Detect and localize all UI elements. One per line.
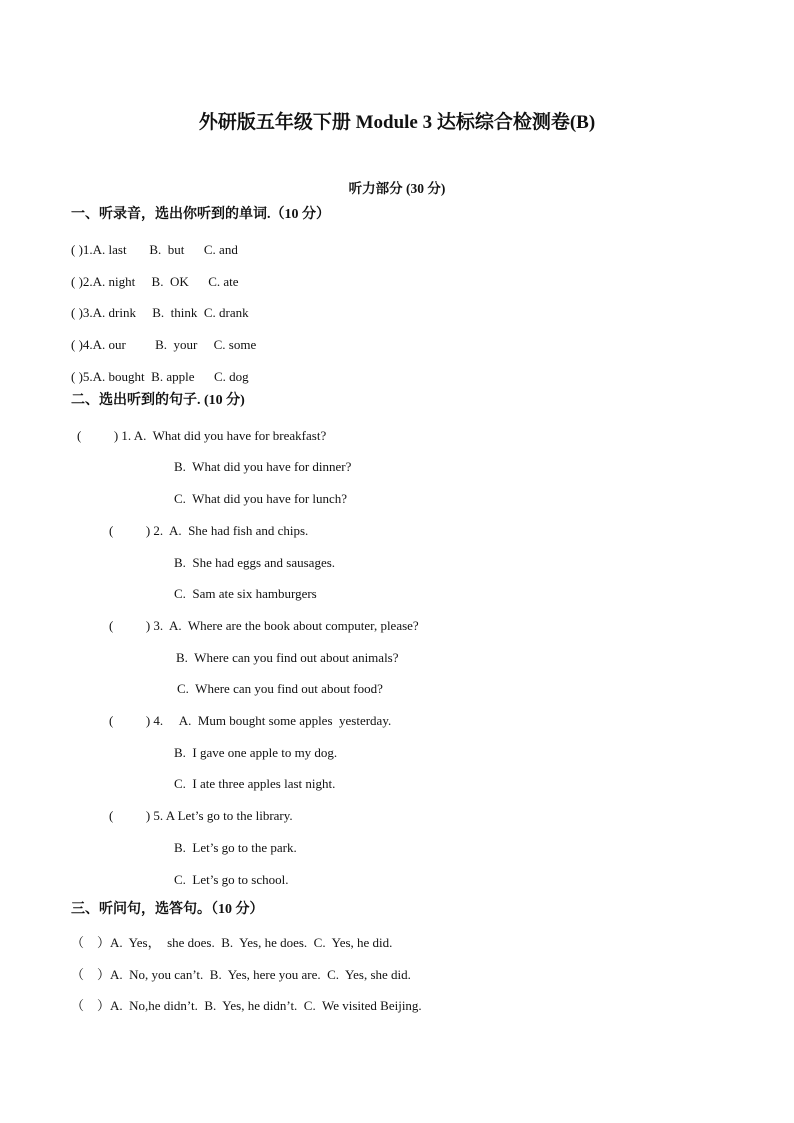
- section2-option: C. What did you have for lunch?: [174, 491, 348, 506]
- section2-question: ( ) 2. A. She had fish and chips.: [109, 523, 309, 538]
- section2-question: ( ) 5. A Let’s go to the library.: [109, 808, 293, 823]
- section1-item: ( )3.A. drink B. think C. drank: [71, 305, 249, 320]
- section3-item: （ ）A. Yes， she does. B. Yes, he does. C. Yes, he did.: [71, 935, 393, 950]
- section2-option: B. What did you have for dinner?: [174, 459, 352, 474]
- section1-heading: 一、听录音，选出你听到的单词.（10 分）: [71, 207, 330, 222]
- section2-option: C. Sam ate six hamburgers: [174, 586, 317, 601]
- section1-item: ( )4.A. our B. your C. some: [71, 337, 257, 352]
- section1-item: ( )1.A. last B. but C. and: [71, 242, 238, 257]
- section2-question: ( ) 3. A. Where are the book about computer, please?: [109, 618, 419, 633]
- listening-part-subtitle: 听力部分 (30 分): [348, 181, 446, 196]
- section2-option: B. She had eggs and sausages.: [174, 555, 336, 570]
- section1-item: ( )5.A. bought B. apple C. dog: [71, 369, 249, 384]
- section2-question: ( ) 1. A. What did you have for breakfast?: [77, 428, 327, 443]
- section2-option: B. Where can you find out about animals?: [176, 650, 399, 665]
- page-title: 外研版五年级下册 Module 3 达标综合检测卷(B): [198, 112, 596, 133]
- section1-item: ( )2.A. night B. OK C. ate: [71, 274, 239, 289]
- section3-heading: 三、听问句，选答句。（10 分）: [71, 902, 264, 917]
- section2-option: C. I ate three apples last night.: [174, 776, 336, 791]
- section2-option: C. Where can you find out about food?: [177, 681, 383, 696]
- section2-option: B. I gave one apple to my dog.: [174, 745, 338, 760]
- section2-question: ( ) 4. A. Mum bought some apples yesterday.: [109, 713, 392, 728]
- section2-option: B. Let’s go to the park.: [174, 840, 297, 855]
- section2-option: C. Let’s go to school.: [174, 872, 289, 887]
- section2-heading: 二、选出听到的句子. (10 分): [71, 393, 245, 408]
- section3-item: （ ）A. No, you can’t. B. Yes, here you are. C. Yes, she did.: [71, 967, 411, 982]
- section3-item: （ ）A. No,he didn’t. B. Yes, he didn’t. C. We visited Beijing.: [71, 998, 422, 1013]
